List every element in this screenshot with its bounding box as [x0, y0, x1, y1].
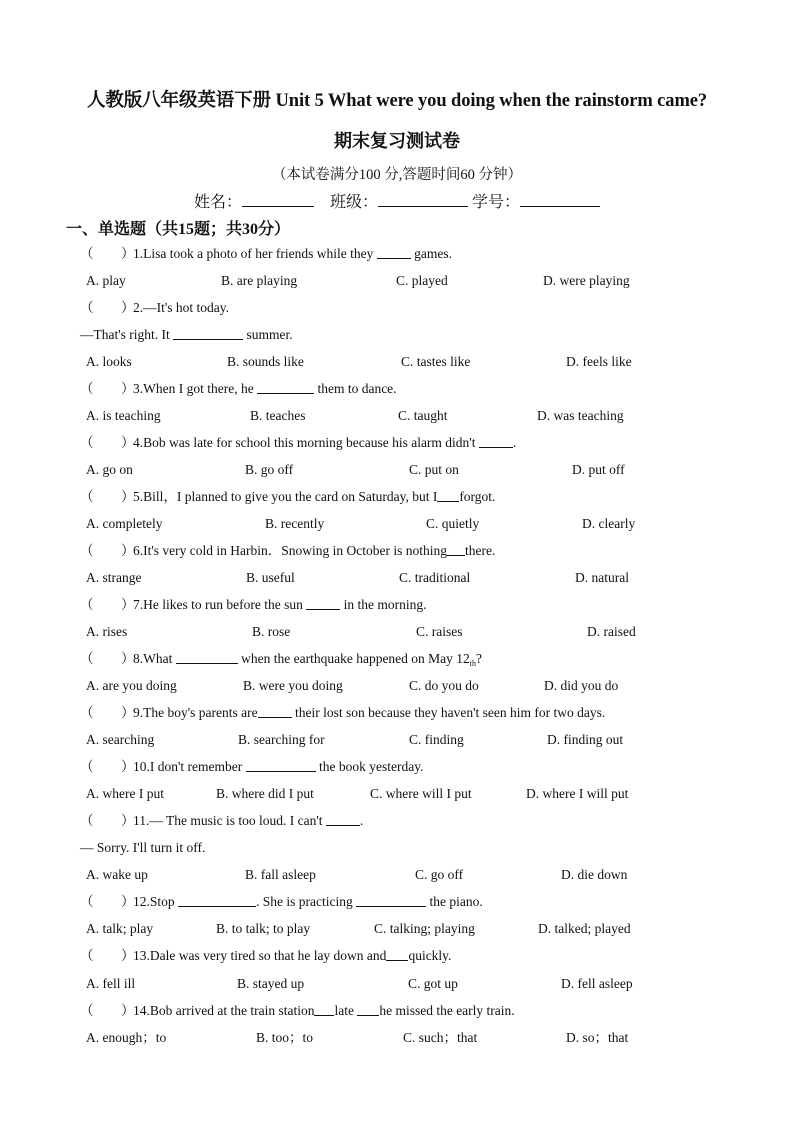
option-a[interactable]: A. looks [86, 354, 132, 369]
id-blank[interactable] [520, 192, 600, 207]
exam-subtitle: 期末复习测试卷 [334, 131, 460, 151]
option-b[interactable]: B. searching for [238, 732, 325, 747]
option-c[interactable]: C. raises [416, 624, 463, 639]
student-info-fields [0, 189, 794, 212]
option-a[interactable]: A. wake up [86, 867, 148, 882]
option-c[interactable]: C. taught [398, 408, 448, 423]
option-b[interactable]: B. fall asleep [245, 867, 316, 882]
answer-blank[interactable] [386, 947, 408, 961]
answer-blank[interactable] [356, 893, 426, 907]
answer-blank[interactable] [176, 650, 238, 664]
option-c[interactable]: C. played [396, 273, 448, 288]
option-d[interactable]: D. fell asleep [561, 976, 633, 991]
answer-blank[interactable] [377, 245, 411, 259]
exam-note: （本试卷满分100 分,答题时间60 分钟） [271, 167, 523, 183]
question-8: （ ）8.What when the earthquake happened on May $12_{th}$? [80, 651, 483, 668]
question-11-dialog: — Sorry. I'll turn it off. [80, 840, 206, 855]
option-a[interactable]: A. talk; play [86, 921, 154, 936]
answer-blank[interactable] [306, 596, 340, 610]
option-c[interactable]: C. quietly [426, 516, 480, 531]
option-a[interactable]: A. where I put [86, 786, 164, 801]
answer-blank[interactable] [246, 758, 316, 772]
option-b[interactable]: B. where did I put [216, 786, 314, 801]
option-c[interactable]: C. do you do [409, 678, 479, 693]
option-a[interactable]: A. is teaching [86, 408, 161, 423]
option-b[interactable]: B. useful [246, 570, 295, 585]
option-d[interactable]: D. were playing [543, 273, 630, 288]
question-2-dialog: —That's right. It summer. [80, 327, 293, 342]
question-3: （ ）3.When I got there, he them to dance. [80, 381, 397, 396]
option-d[interactable]: D. feels like [566, 354, 632, 369]
question-10: （ ）10.I don't remember the book yesterday. [80, 759, 424, 774]
answer-blank[interactable] [326, 812, 360, 826]
option-b[interactable]: B. go off [245, 462, 294, 477]
answer-blank[interactable] [479, 434, 513, 448]
option-d[interactable]: D. finding out [547, 732, 624, 747]
option-c[interactable]: C. traditional [399, 570, 471, 585]
option-b[interactable]: B. sounds like [227, 354, 304, 369]
option-b[interactable]: B. teaches [250, 408, 306, 423]
question-6: （ ）6.It's very cold in Harbin．Snowing in October is nothing there. [80, 543, 496, 558]
question-11: （ ）11.— The music is too loud. I can't . [80, 813, 364, 828]
option-d[interactable]: D. die down [561, 867, 628, 882]
option-d[interactable]: D. was teaching [537, 408, 624, 423]
option-d[interactable]: D. did you do [544, 678, 619, 693]
option-c[interactable]: C. got up [408, 976, 458, 991]
question-13: （ ）13.Dale was very tired so that he lay down and quickly. [80, 948, 452, 963]
option-a[interactable]: A. are you doing [86, 678, 177, 693]
option-c[interactable]: C. go off [415, 867, 464, 882]
answer-blank[interactable] [178, 893, 256, 907]
option-c[interactable]: C. tastes like [401, 354, 471, 369]
option-b[interactable]: B. to talk; to play [216, 921, 311, 936]
option-a[interactable]: A. fell ill [86, 976, 136, 991]
question-9: （ ）9.The boy's parents are their lost son because they haven't seen him for two days. [80, 705, 606, 720]
question-1: （ ）1.Lisa took a photo of her friends while they games. [80, 246, 452, 261]
option-d[interactable]: D. natural [575, 570, 629, 585]
option-c[interactable]: C. such；that [403, 1030, 478, 1045]
id-label: 学号： [472, 194, 521, 211]
option-a[interactable]: A. searching [86, 732, 155, 747]
option-a[interactable]: A. completely [86, 516, 163, 531]
option-b[interactable]: B. were you doing [243, 678, 343, 693]
question-2: （ ）2.—It's hot today. [80, 300, 230, 315]
name-blank[interactable] [242, 192, 314, 207]
answer-blank[interactable] [437, 488, 459, 502]
option-a[interactable]: A. strange [86, 570, 142, 585]
exam-title: 人教版八年级英语下册 Unit 5 What were you doing when the rainstorm came? [86, 91, 708, 111]
question-4: （ ）4.Bob was late for school this morning because his alarm didn't . [80, 435, 517, 450]
option-a[interactable]: A. go on [86, 462, 133, 477]
answer-blank[interactable] [314, 1002, 334, 1016]
question-14: （ ）14.Bob arrived at the train station late he missed the early train. [80, 1003, 515, 1018]
option-d[interactable]: D. talked; played [538, 921, 631, 936]
class-blank[interactable] [378, 192, 468, 207]
option-b[interactable]: B. are playing [221, 273, 298, 288]
question-12: （ ）12.Stop . She is practicing the piano. [80, 894, 483, 909]
question-5: （ ）5.Bill，I planned to give you the card on Saturday, but I forgot. [80, 489, 496, 504]
option-c[interactable]: C. where will I put [370, 786, 472, 801]
option-c[interactable]: C. finding [409, 732, 464, 747]
option-c[interactable]: C. talking; playing [374, 921, 475, 936]
option-a[interactable]: A. enough；to [86, 1030, 167, 1045]
answer-blank[interactable] [173, 326, 243, 340]
class-label: 班级： [329, 194, 378, 211]
option-b[interactable]: B. recently [265, 516, 325, 531]
answer-blank[interactable] [357, 1002, 379, 1016]
option-b[interactable]: B. stayed up [237, 976, 305, 991]
option-b[interactable]: B. too；to [256, 1030, 314, 1045]
section-title: 一、单选题（共15题；共30分） [66, 221, 291, 238]
question-7: （ ）7.He likes to run before the sun in the morning. [80, 597, 427, 612]
answer-blank[interactable] [447, 542, 465, 556]
option-d[interactable]: D. put off [572, 462, 625, 477]
option-d[interactable]: D. clearly [582, 516, 636, 531]
answer-blank[interactable] [257, 380, 314, 394]
name-label: 姓名： [193, 194, 242, 211]
option-d[interactable]: D. where I will put [526, 786, 629, 801]
option-a[interactable]: A. play [86, 273, 126, 288]
option-d[interactable]: D. so；that [566, 1030, 629, 1045]
option-d[interactable]: D. raised [587, 624, 636, 639]
answer-blank[interactable] [258, 704, 292, 718]
option-a[interactable]: A. rises [86, 624, 128, 639]
option-c[interactable]: C. put on [409, 462, 459, 477]
option-b[interactable]: B. rose [252, 624, 291, 639]
